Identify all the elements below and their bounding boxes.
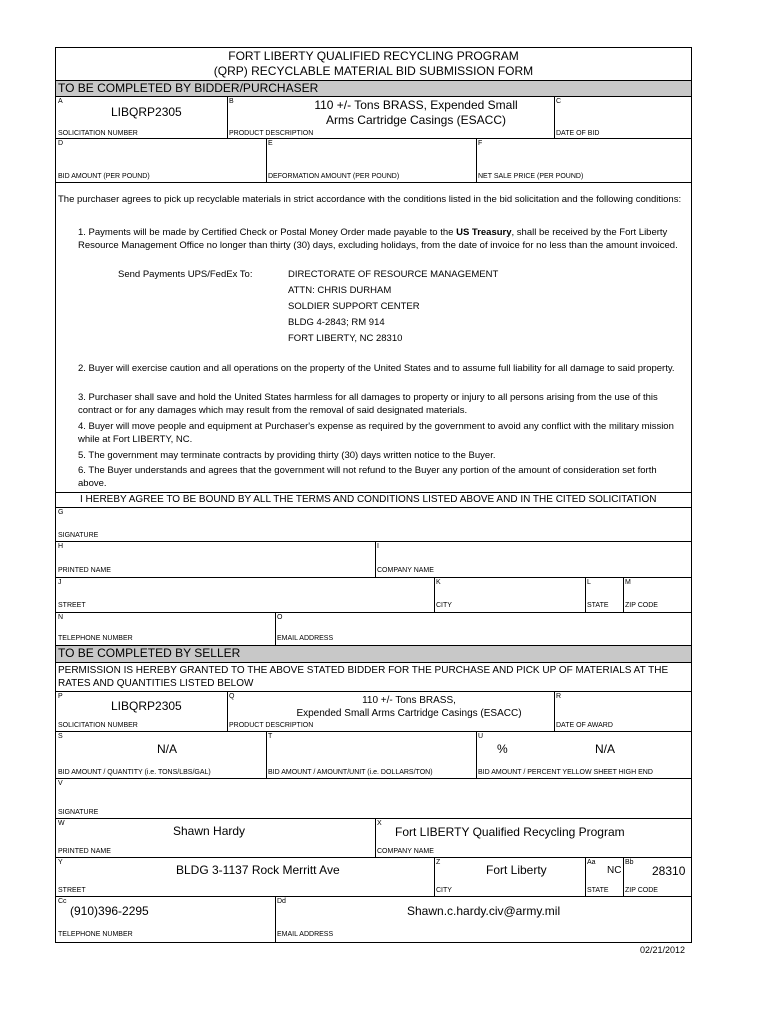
- terms-item-5: 5. The government may terminate contracts by providing thirty (30) days written notice to the Buyer.: [78, 450, 496, 461]
- seller-state-value[interactable]: NC: [607, 865, 622, 876]
- bidder-city-label: CITY: [436, 602, 452, 609]
- cell-letter-m: M: [625, 579, 631, 586]
- bid-amount-quantity-label: BID AMOUNT / QUANTITY (i.e. TONS/LBS/GAL): [58, 769, 211, 776]
- bidder-company-name-label: COMPANY NAME: [377, 567, 434, 574]
- terms-item-1: 1. Payments will be made by Certified Check or Postal Money Order made payable to the US Treasury, shall be received by the Fort Liberty Resource Management Office no longer than thirty (30) days, excluding holidays, from the date of invoice for no less than the amount invoiced.: [78, 227, 678, 251]
- seller-signature-label: SIGNATURE: [58, 809, 99, 816]
- seller-street-label: STREET: [58, 887, 86, 894]
- bidder-telephone-label: TELEPHONE NUMBER: [58, 635, 133, 642]
- address-line-2: ATTN: CHRIS DURHAM: [288, 285, 392, 296]
- cell-letter-h: H: [58, 543, 64, 550]
- bidder-section-heading: TO BE COMPLETED BY BIDDER/PURCHASER: [56, 81, 691, 96]
- bidder-zip-label: ZIP CODE: [625, 602, 658, 609]
- deformation-amount-label: DEFORMATION AMOUNT (PER POUND): [268, 173, 400, 180]
- terms-item-6: 6. The Buyer understands and agrees that the government will not refund to the Buyer any portion of the amount of consideration set forth above.: [78, 465, 657, 489]
- cell-letter-x: X: [377, 820, 382, 827]
- cell-letter-o: O: [277, 614, 283, 621]
- cell-letter-g: G: [58, 509, 64, 516]
- date-of-award-label: DATE OF AWARD: [556, 722, 613, 729]
- address-line-3: SOLDIER SUPPORT CENTER: [288, 301, 420, 312]
- send-payments-label: Send Payments UPS/FedEx To:: [118, 269, 253, 280]
- seller-company-name-value[interactable]: Fort LIBERTY Qualified Recycling Program: [395, 825, 625, 839]
- seller-product-description-line2[interactable]: Expended Small Arms Cartridge Casings (ESACC): [296, 708, 522, 719]
- seller-solicitation-number-value[interactable]: LIBQRP2305: [111, 699, 182, 713]
- address-line-5: FORT LIBERTY, NC 28310: [288, 333, 403, 344]
- seller-state-label: STATE: [587, 887, 609, 894]
- terms-intro: The purchaser agrees to pick up recyclable materials in strict accordance with the conditions listed in the bid solicitation and the following conditions:: [58, 194, 682, 205]
- cell-letter-r: R: [556, 693, 562, 700]
- bid-amount-per-pound-label: BID AMOUNT (PER POUND): [58, 173, 150, 180]
- bidder-state-label: STATE: [587, 602, 609, 609]
- terms-item-2: 2. Buyer will exercise caution and all operations on the property of the United States and to assume full liability for all damage to said property.: [78, 363, 675, 374]
- seller-company-name-label: COMPANY NAME: [377, 848, 434, 855]
- seller-telephone-value[interactable]: (910)396-2295: [70, 904, 149, 918]
- cell-letter-n: N: [58, 614, 64, 621]
- seller-city-label: CITY: [436, 887, 452, 894]
- seller-printed-name-label: PRINTED NAME: [58, 848, 111, 855]
- bidder-product-description-line2[interactable]: Arms Cartridge Casings (ESACC): [325, 113, 507, 127]
- form-revision-date: 02/21/2012: [640, 945, 686, 955]
- terms-item-3: 3. Purchaser shall save and hold the United States harmless for all damages to property or injury to all persons arising from the use of this contract or for any damages which may result from the removal of said designated materials.: [78, 392, 658, 416]
- seller-zip-value[interactable]: 28310: [652, 864, 686, 878]
- terms-item-4: 4. Buyer will move people and equipment at Purchaser's expense as required by the government to avoid any conflict with the military mission while at Fort LIBERTY, NC.: [78, 421, 674, 445]
- date-of-bid-label: DATE OF BID: [556, 130, 600, 137]
- percent-symbol: %: [497, 742, 508, 756]
- seller-product-description-line1[interactable]: 110 +/- Tons BRASS,: [362, 695, 456, 706]
- cell-letter-t: T: [268, 733, 273, 740]
- seller-solicitation-number-label: SOLICITATION NUMBER: [58, 722, 138, 729]
- cell-letter-s: S: [58, 733, 63, 740]
- cell-letter-b: B: [229, 98, 234, 105]
- cell-letter-a: A: [58, 98, 63, 105]
- seller-section-heading: TO BE COMPLETED BY SELLER: [56, 646, 691, 662]
- qrp-bid-form: [55, 47, 692, 943]
- solicitation-number-label: SOLICITATION NUMBER: [58, 130, 138, 137]
- cell-letter-aa: Aa: [587, 859, 596, 866]
- cell-letter-l: L: [587, 579, 591, 586]
- bidder-product-description-line1[interactable]: 110 +/- Tons BRASS, Expended Small: [314, 98, 518, 112]
- seller-bid-amount-percent-value[interactable]: N/A: [595, 742, 616, 756]
- seller-email-value[interactable]: Shawn.c.hardy.civ@army.mil: [407, 904, 561, 918]
- cell-letter-w: W: [58, 820, 65, 827]
- bidder-solicitation-number-value[interactable]: LIBQRP2305: [111, 105, 182, 119]
- bid-amount-unit-label: BID AMOUNT / AMOUNT/UNIT (i.e. DOLLARS/TON): [268, 769, 433, 776]
- cell-letter-z: Z: [436, 859, 441, 866]
- cell-letter-k: K: [436, 579, 441, 586]
- seller-bid-amount-quantity-value[interactable]: N/A: [157, 742, 178, 756]
- cell-letter-i: I: [377, 543, 379, 550]
- bid-amount-percent-label: BID AMOUNT / PERCENT YELLOW SHEET HIGH END: [478, 769, 653, 776]
- cell-letter-bb: Bb: [625, 859, 634, 866]
- seller-city-value[interactable]: Fort Liberty: [486, 863, 547, 877]
- bidder-printed-name-label: PRINTED NAME: [58, 567, 111, 574]
- bidder-email-label: EMAIL ADDRESS: [277, 635, 334, 642]
- cell-letter-q: Q: [229, 693, 235, 700]
- cell-letter-c: C: [556, 98, 562, 105]
- cell-letter-u: U: [478, 733, 484, 740]
- cell-letter-p: P: [58, 693, 63, 700]
- cell-letter-dd: Dd: [277, 898, 286, 905]
- cell-letter-cc: Cc: [58, 898, 67, 905]
- cell-letter-y: Y: [58, 859, 63, 866]
- cell-letter-e: E: [268, 140, 273, 147]
- address-line-4: BLDG 4-2843; RM 914: [288, 317, 385, 328]
- seller-email-label: EMAIL ADDRESS: [277, 931, 334, 938]
- net-sale-price-label: NET SALE PRICE (PER POUND): [478, 173, 584, 180]
- bidder-signature-label: SIGNATURE: [58, 532, 99, 539]
- bidder-street-label: STREET: [58, 602, 86, 609]
- form-title-line1: FORT LIBERTY QUALIFIED RECYCLING PROGRAM: [228, 49, 519, 63]
- seller-product-description-label: PRODUCT DESCRIPTION: [229, 722, 314, 729]
- cell-letter-f: F: [478, 140, 483, 147]
- agreement-statement: I HEREBY AGREE TO BE BOUND BY ALL THE TERMS AND CONDITIONS LISTED ABOVE AND IN THE CITED SOLICITATION: [80, 494, 657, 505]
- seller-telephone-label: TELEPHONE NUMBER: [58, 931, 133, 938]
- cell-letter-v: V: [58, 780, 63, 787]
- us-treasury-text: US Treasury: [456, 227, 512, 238]
- address-line-1: DIRECTORATE OF RESOURCE MANAGEMENT: [288, 269, 499, 280]
- product-description-label: PRODUCT DESCRIPTION: [229, 130, 314, 137]
- seller-zip-label: ZIP CODE: [625, 887, 658, 894]
- form-title-line2: (QRP) RECYCLABLE MATERIAL BID SUBMISSION FORM: [213, 64, 534, 78]
- cell-letter-d: D: [58, 140, 64, 147]
- seller-street-value[interactable]: BLDG 3-1137 Rock Merritt Ave: [176, 863, 340, 877]
- cell-letter-j: J: [58, 579, 62, 586]
- seller-printed-name-value[interactable]: Shawn Hardy: [173, 824, 246, 838]
- seller-permission-statement: PERMISSION IS HEREBY GRANTED TO THE ABOVE STATED BIDDER FOR THE PURCHASE AND PICK UP OF MATERIALS AT THE RATES AND QUANTITIES LISTED BELOW: [58, 665, 669, 689]
